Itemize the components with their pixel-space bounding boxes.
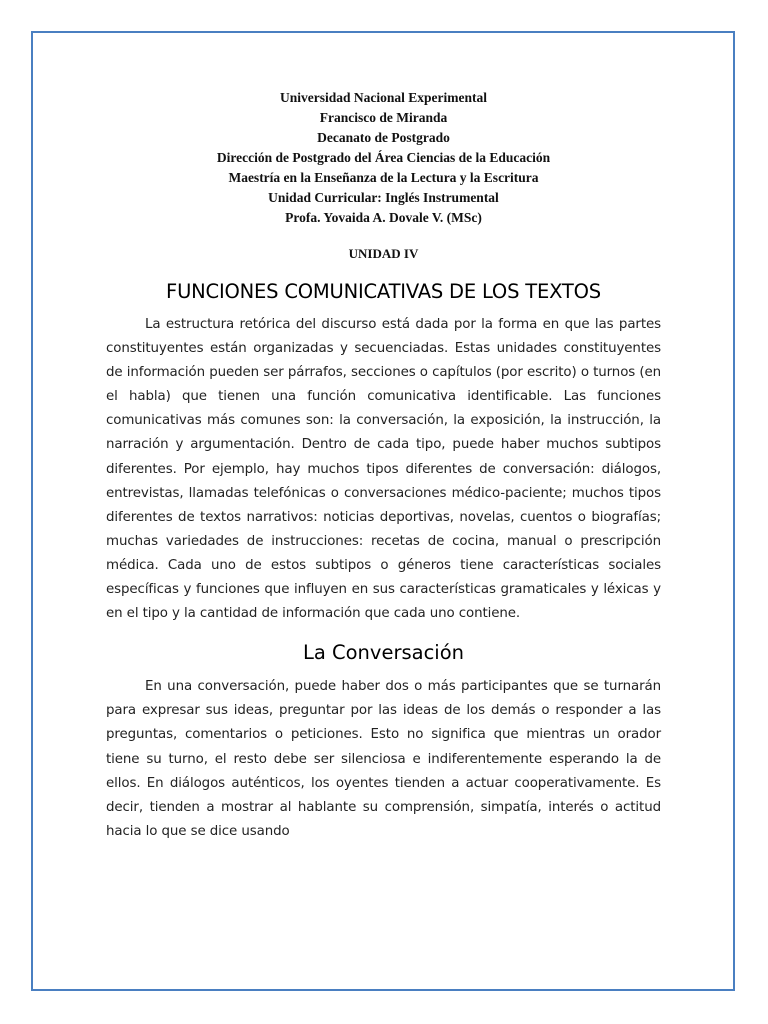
header-line-course: Unidad Curricular: Inglés Instrumental — [268, 190, 499, 205]
header-line-deanery: Decanato de Postgrado — [317, 130, 450, 145]
section-title-conversation: La Conversación — [302, 641, 464, 665]
document-header — [106, 88, 661, 228]
header-line-name: Francisco de Miranda — [319, 110, 448, 125]
page-title: FUNCIONES COMUNICATIVAS DE LOS TEXTOS — [166, 280, 601, 303]
unit-heading: UNIDAD IV — [348, 246, 419, 261]
header-line-professor: Profa. Yovaida A. Dovale V. (MSc) — [285, 210, 482, 225]
header-line-masters: Maestría en la Enseñanza de la Lectura y la Escritura — [228, 170, 539, 185]
paragraph-intro: La estructura retórica del discurso está dada por la forma en que las partes constituyentes están organizadas y secuenciadas. Estas unidades constituyentes de información pueden ser párrafos, secciones o capítulos (por escrito) o turnos (en el habla) que tienen una función comunicativa identificable. Las funciones comunicativas más comunes son: la conversación, la exposición, la instrucción, la narración y argumentación. Dentro de cada tipo, puede haber muchos subtipos diferentes. Por ejemplo, hay muchos tipos diferentes de conversación: diálogos, entrevistas, llamadas telefónicas o conversaciones médico-paciente; muchos tipos diferentes de textos narrativos: noticias deportivas, novelas, cuentos o biografías; muchas variedades de instrucciones: recetas de cocina, manual o prescripción médica. Cada uno de estos subtipos o géneros tiene características sociales específicas y funciones que influyen en sus características gramaticales y léxicas y en el tipo y la cantidad de información que cada uno contiene. — [106, 317, 661, 622]
paragraph-conversation: En una conversación, puede haber dos o más participantes que se turnarán para expresar sus ideas, preguntar por las ideas de los demás o responder a las preguntas, comentarios o peticiones. Esto no significa que mientras un orador tiene su turno, el resto debe ser silenciosa e indiferentemente esperando la de ellos. En diálogos auténticos, los oyentes tienden a actuar cooperativamente. Es decir, tienden a mostrar al hablante su comprensión, simpatía, interés o actitud hacia lo que se dice usando — [106, 679, 661, 839]
header-line-university: Universidad Nacional Experimental — [279, 90, 487, 105]
header-line-direction: Dirección de Postgrado del Área Ciencias de la Educación — [216, 150, 551, 165]
document-content — [106, 88, 661, 844]
